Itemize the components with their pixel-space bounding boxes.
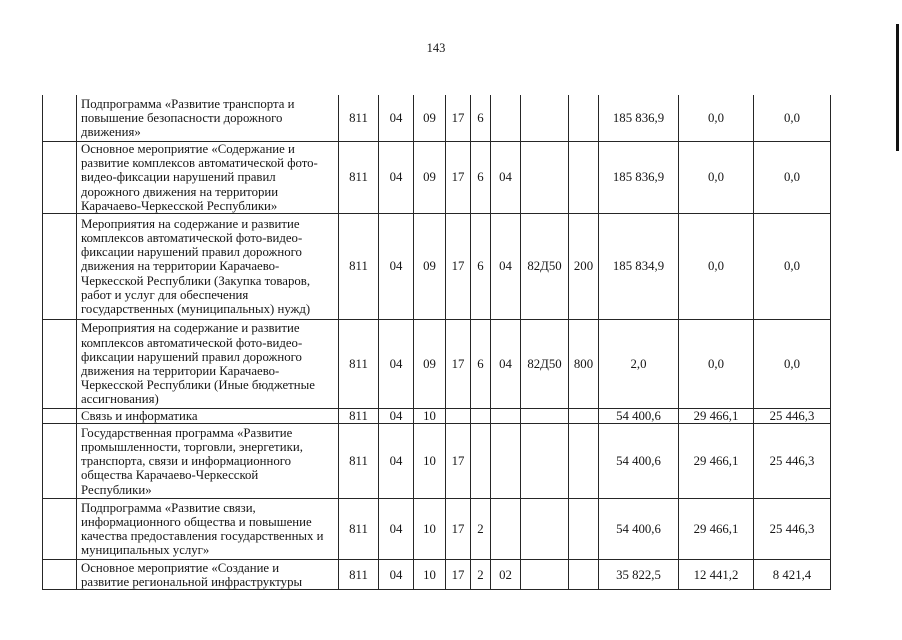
expense-type-code-cell [569, 560, 599, 590]
name-line: видео-фиксации нарушений правил [81, 170, 276, 185]
name-line: Подпрограмма «Развитие транспорта и [81, 96, 295, 111]
program-code-cell: 17 [446, 214, 471, 320]
expense-direction-code-cell [521, 499, 569, 560]
row-name-cell [77, 95, 339, 142]
expense-type-code-cell [569, 409, 599, 424]
amount-cell-3: 25 446,3 [754, 499, 831, 560]
row-name-cell [77, 142, 339, 214]
name-line: общества Карачаево-Черкесской [81, 468, 259, 483]
name-line: Карачаево-Черкесской Республики» [81, 198, 278, 213]
department-code-cell: 811 [339, 424, 379, 499]
section-code-cell: 04 [379, 409, 414, 424]
table-row [43, 424, 831, 499]
expense-direction-code-cell: 82Д50 [521, 214, 569, 320]
subprogram-code-cell: 6 [471, 142, 491, 214]
budget-table [42, 95, 831, 590]
main-event-code-cell: 04 [491, 214, 521, 320]
name-line: комплексов автоматической фото-видео- [81, 335, 303, 350]
section-code-cell: 04 [379, 214, 414, 320]
department-code-cell: 811 [339, 409, 379, 424]
name-line: Государственная программа «Развитие [81, 425, 293, 440]
name-line: движения на территории Карачаево- [81, 364, 280, 379]
amount-cell-1: 54 400,6 [599, 409, 679, 424]
row-index-cell [43, 424, 77, 499]
subprogram-code-cell: 2 [471, 499, 491, 560]
section-code-cell: 04 [379, 499, 414, 560]
amount-cell-3: 0,0 [754, 95, 831, 142]
name-line: ассигнования) [81, 392, 159, 407]
main-event-code-cell [491, 95, 521, 142]
name-line: Основное мероприятие «Создание и [81, 560, 280, 575]
subprogram-code-cell: 2 [471, 560, 491, 590]
section-code-cell: 04 [379, 560, 414, 590]
expense-direction-code-cell: 82Д50 [521, 320, 569, 409]
name-line: Мероприятия на содержание и развитие [81, 321, 300, 336]
amount-cell-1: 185 836,9 [599, 95, 679, 142]
program-code-cell: 17 [446, 95, 471, 142]
amount-cell-2: 29 466,1 [679, 499, 754, 560]
amount-cell-1: 185 836,9 [599, 142, 679, 214]
amount-cell-2: 0,0 [679, 214, 754, 320]
main-event-code-cell [491, 409, 521, 424]
main-event-code-cell [491, 424, 521, 499]
amount-cell-1: 54 400,6 [599, 424, 679, 499]
amount-cell-2: 0,0 [679, 95, 754, 142]
expense-type-code-cell [569, 499, 599, 560]
subsection-code-cell: 09 [414, 95, 446, 142]
row-name-cell [77, 320, 339, 409]
row-name-cell [77, 560, 339, 590]
name-line: Подпрограмма «Развитие связи, [81, 500, 256, 515]
name-line: повышение безопасности дорожного [81, 110, 283, 125]
name-line: государственных (муниципальных) нужд) [81, 302, 311, 317]
amount-cell-3: 0,0 [754, 214, 831, 320]
amount-cell-2: 0,0 [679, 142, 754, 214]
subsection-code-cell: 09 [414, 320, 446, 409]
program-code-cell: 17 [446, 424, 471, 499]
amount-cell-2: 29 466,1 [679, 424, 754, 499]
row-name-cell [77, 424, 339, 499]
name-line: промышленности, торговли, энергетики, [81, 439, 303, 454]
expense-direction-code-cell [521, 560, 569, 590]
subprogram-code-cell [471, 409, 491, 424]
name-line: Связь и информатика [81, 409, 198, 424]
amount-cell-3: 8 421,4 [754, 560, 831, 590]
name-line: дорожного движения на территории [81, 184, 279, 199]
name-line: фиксации нарушений правил дорожного [81, 245, 302, 260]
row-name-cell [77, 214, 339, 320]
name-line: движения на территории Карачаево- [81, 259, 280, 274]
main-event-code-cell: 04 [491, 142, 521, 214]
expense-direction-code-cell [521, 142, 569, 214]
row-name-cell [77, 409, 339, 424]
name-line: развитие комплексов автоматической фото- [81, 156, 318, 171]
table-row [43, 95, 831, 142]
name-line: движения» [81, 125, 141, 140]
department-code-cell: 811 [339, 499, 379, 560]
name-line: фиксации нарушений правил дорожного [81, 349, 302, 364]
subsection-code-cell: 09 [414, 142, 446, 214]
program-code-cell: 17 [446, 142, 471, 214]
section-code-cell: 04 [379, 424, 414, 499]
subsection-code-cell: 10 [414, 499, 446, 560]
amount-cell-1: 2,0 [599, 320, 679, 409]
section-code-cell: 04 [379, 95, 414, 142]
name-line: транспорта, связи и информационного [81, 454, 292, 469]
row-index-cell [43, 409, 77, 424]
department-code-cell: 811 [339, 214, 379, 320]
amount-cell-2: 29 466,1 [679, 409, 754, 424]
main-event-code-cell [491, 499, 521, 560]
table-row [43, 499, 831, 560]
name-line: информационного общества и повышение [81, 515, 312, 530]
expense-direction-code-cell [521, 424, 569, 499]
name-line: Черкесской Республики (Иные бюджетные [81, 378, 315, 393]
amount-cell-1: 185 834,9 [599, 214, 679, 320]
expense-type-code-cell [569, 424, 599, 499]
subsection-code-cell: 10 [414, 424, 446, 499]
program-code-cell [446, 409, 471, 424]
name-line: Мероприятия на содержание и развитие [81, 216, 300, 231]
amount-cell-3: 25 446,3 [754, 409, 831, 424]
main-event-code-cell: 04 [491, 320, 521, 409]
row-name-cell [77, 499, 339, 560]
name-line: Основное мероприятие «Содержание и [81, 142, 295, 156]
name-line: Республики» [81, 482, 152, 497]
scan-edge-mark [896, 24, 899, 151]
amount-cell-1: 54 400,6 [599, 499, 679, 560]
main-event-code-cell: 02 [491, 560, 521, 590]
department-code-cell: 811 [339, 95, 379, 142]
expense-type-code-cell: 200 [569, 214, 599, 320]
subsection-code-cell: 10 [414, 560, 446, 590]
name-line: муниципальных услуг» [81, 543, 210, 558]
amount-cell-3: 0,0 [754, 320, 831, 409]
subprogram-code-cell: 6 [471, 214, 491, 320]
expense-direction-code-cell [521, 95, 569, 142]
name-line: качества предоставления государственных и [81, 529, 324, 544]
name-line: комплексов автоматической фото-видео- [81, 231, 303, 245]
expense-direction-code-cell [521, 409, 569, 424]
department-code-cell: 811 [339, 142, 379, 214]
row-index-cell [43, 142, 77, 214]
amount-cell-3: 0,0 [754, 142, 831, 214]
department-code-cell: 811 [339, 320, 379, 409]
amount-cell-1: 35 822,5 [599, 560, 679, 590]
page-number: 143 [426, 41, 446, 55]
name-line: работ и услуг для обеспечения [81, 287, 249, 302]
subsection-code-cell: 09 [414, 214, 446, 320]
row-index-cell [43, 320, 77, 409]
expense-type-code-cell [569, 95, 599, 142]
amount-cell-2: 0,0 [679, 320, 754, 409]
table-row [43, 409, 831, 424]
name-line: Черкесской Республики (Закупка товаров, [81, 273, 311, 288]
name-line: развитие региональной инфраструктуры [81, 574, 303, 589]
row-index-cell [43, 95, 77, 142]
table-row [43, 560, 831, 590]
section-code-cell: 04 [379, 142, 414, 214]
row-index-cell [43, 499, 77, 560]
department-code-cell: 811 [339, 560, 379, 590]
subsection-code-cell: 10 [414, 409, 446, 424]
subprogram-code-cell: 6 [471, 320, 491, 409]
amount-cell-2: 12 441,2 [679, 560, 754, 590]
section-code-cell: 04 [379, 320, 414, 409]
table-row [43, 142, 831, 214]
program-code-cell: 17 [446, 499, 471, 560]
row-index-cell [43, 560, 77, 590]
subprogram-code-cell [471, 424, 491, 499]
row-index-cell [43, 214, 77, 320]
table-row [43, 214, 831, 320]
expense-type-code-cell [569, 142, 599, 214]
expense-type-code-cell: 800 [569, 320, 599, 409]
program-code-cell: 17 [446, 320, 471, 409]
amount-cell-3: 25 446,3 [754, 424, 831, 499]
subprogram-code-cell: 6 [471, 95, 491, 142]
table-row [43, 320, 831, 409]
program-code-cell: 17 [446, 560, 471, 590]
